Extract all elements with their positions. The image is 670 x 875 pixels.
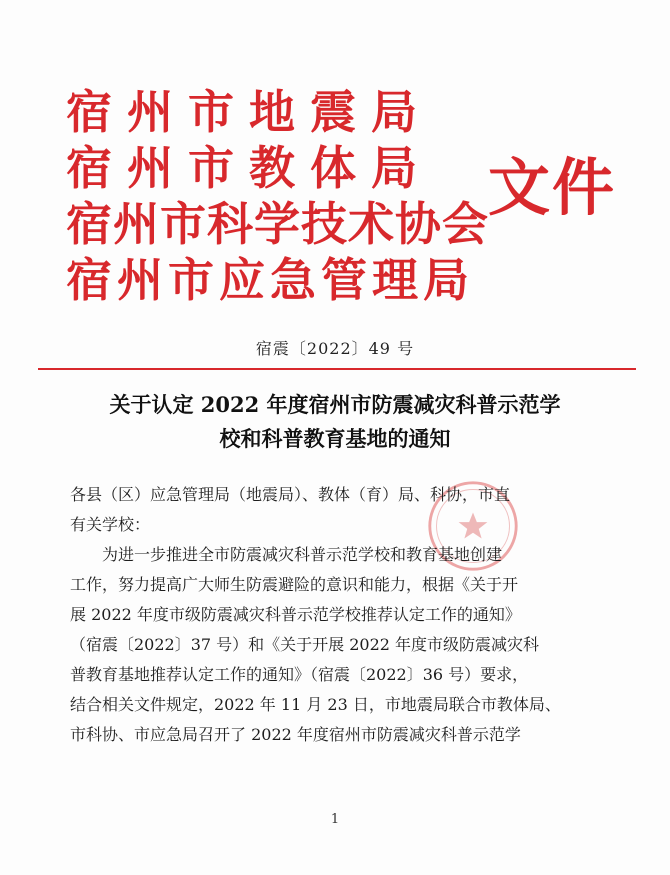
body-line: 各县（区）应急管理局（地震局）、教体（育）局、科协，市直	[70, 485, 511, 504]
title-line-2: 校和科普教育基地的通知	[219, 426, 451, 451]
page-number: 1	[330, 812, 340, 827]
document-title	[30, 388, 640, 456]
issuer-science-association: 宿州市科学技术协会	[66, 197, 489, 251]
body-line: 普教育基地推荐认定工作的通知》（宿震〔2022〕36 号）要求，	[70, 665, 529, 684]
title-line-1: 关于认定 2022 年度宿州市防震减灾科普示范学	[109, 392, 561, 417]
document-body	[70, 480, 615, 750]
body-line: 结合相关文件规定，2022 年 11 月 23 日，市地震局联合市教体局、	[70, 695, 561, 714]
issuing-authorities	[66, 84, 489, 308]
red-separator-line	[38, 368, 636, 370]
issuer-emergency-management-bureau: 宿州市应急管理局	[66, 253, 474, 307]
body-line: 有关学校：	[70, 515, 151, 534]
issuer-education-sports-bureau: 宿州市教体局	[66, 141, 432, 195]
body-line: （宿震〔2022〕37 号）和《关于开展 2022 年度市级防震减灾科	[70, 635, 540, 654]
document-number: 宿震〔2022〕49 号	[255, 339, 415, 358]
document-word: 文件	[488, 151, 617, 224]
body-line: 为进一步推进全市防震减灾科普示范学校和教育基地创建	[102, 545, 503, 564]
body-line: 展 2022 年度市级防震减灾科普示范学校推荐认定工作的通知》	[70, 605, 521, 624]
body-line: 工作，努力提高广大师生防震避险的意识和能力，根据《关于开	[70, 575, 519, 594]
issuer-earthquake-bureau: 宿州市地震局	[66, 85, 432, 139]
body-line: 市科协、市应急局召开了 2022 年度宿州市防震减灾科普示范学	[70, 725, 521, 744]
